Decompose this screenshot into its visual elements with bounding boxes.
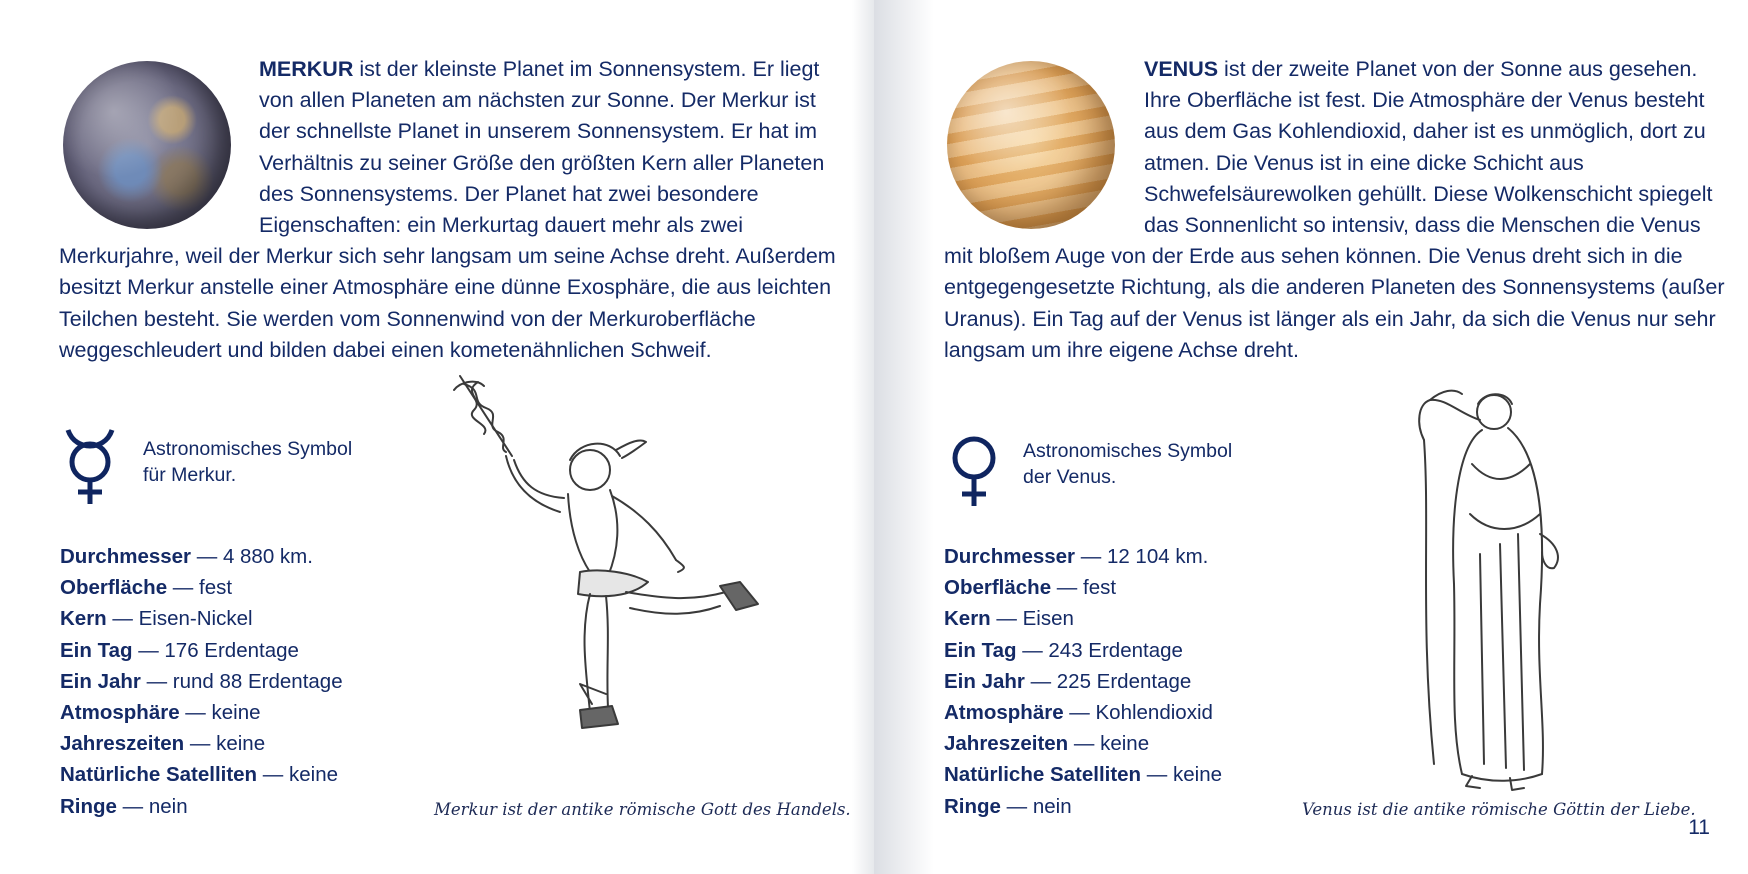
fact-item (944, 541, 1222, 572)
fact-value: — Eisen-Nickel (106, 607, 253, 631)
venus-symbol-caption (1023, 438, 1232, 490)
fact-key: Natürliche Satelliten (944, 763, 1142, 787)
venus-goddess-illustration (1390, 384, 1590, 794)
fact-value: — 176 Erdentage (132, 638, 299, 662)
fact-value: — fest (1051, 576, 1117, 600)
fact-item (60, 635, 343, 666)
fact-item (60, 697, 343, 728)
fact-item (944, 791, 1222, 822)
fact-value: — nein (1000, 794, 1072, 818)
fact-key: Ein Tag (60, 638, 133, 662)
mercury-lead-word: MERKUR (259, 57, 354, 81)
symbol-caption-line-2: der Venus. (1023, 466, 1117, 488)
page-gutter-shadow (874, 0, 934, 874)
fact-value: — keine (1068, 732, 1150, 756)
fact-item (944, 572, 1222, 603)
fact-key: Jahreszeiten (944, 732, 1069, 756)
venus-intro-paragraph (944, 54, 1734, 366)
symbol-caption-line-1: Astronomisches Symbol (1023, 440, 1233, 462)
mercury-facts-list (60, 541, 343, 822)
fact-key: Oberfläche (944, 576, 1052, 600)
fact-key: Natürliche Satelliten (60, 763, 258, 787)
fact-key: Ein Tag (944, 638, 1017, 662)
page-gutter-shadow (852, 0, 874, 874)
fact-value: — keine (257, 763, 338, 787)
mercury-intro-text: ist der kleinste Planet im Sonnensystem. Er liegt von allen Planeten am nächsten zur Sonne. Der Merkur ist der schnellste Planet in unserem Sonnensystem. Er hat im Verhältnis zu seiner Größe den größten Kern aller Planeten des Sonnensystems. Der Planet hat zwei besondere Eigenschaften: ein Merkurtag dauert mehr als zwei Merkurjahre, weil der Merkur sich sehr langsam um seine Achse dreht. Außerdem besitzt Merkur anstelle einer Atmosphäre eine dünne Exosphäre, die aus leichten Teilchen besteht. Sie werden vom Sonnenwind von der Merkuroberfläche weggeschleudert und bilden dabei einen kometenähnlichen Schweif. (59, 57, 836, 362)
fact-value: — nein (116, 794, 188, 818)
fact-item (944, 697, 1222, 728)
fact-value: — 12 104 km. (1075, 545, 1209, 568)
page-number: 11 (1688, 816, 1710, 839)
fact-value: — keine (1141, 763, 1222, 787)
fact-key: Jahreszeiten (60, 732, 185, 756)
planet-float-spacer (944, 54, 1144, 241)
fact-value: — fest (167, 576, 233, 600)
fact-key: Durchmesser (60, 545, 192, 568)
fact-item (60, 759, 343, 790)
fact-item (944, 666, 1222, 697)
right-page (874, 0, 1748, 874)
fact-key: Atmosphäre (60, 701, 180, 725)
fact-key: Durchmesser (944, 545, 1076, 568)
fact-value: — Kohlendioxid (1063, 701, 1213, 725)
symbol-caption-line-2: für Merkur. (143, 464, 237, 486)
fact-item (60, 572, 343, 603)
fact-value: — keine (179, 701, 261, 725)
mercury-figure-caption: Merkur ist der antike römische Gott des Handels. (434, 800, 851, 819)
fact-key: Ringe (944, 794, 1001, 818)
venus-facts-list (944, 541, 1222, 822)
venus-figure-caption: Venus ist die antike römische Göttin der Liebe. (1302, 800, 1696, 819)
fact-key: Atmosphäre (944, 701, 1064, 725)
fact-item (60, 541, 343, 572)
mercury-symbol-caption (143, 436, 352, 488)
fact-key: Ringe (60, 794, 117, 818)
mercury-symbol-icon (60, 426, 120, 506)
fact-value: — 243 Erdentage (1016, 638, 1183, 662)
venus-lead-word: VENUS (1144, 57, 1219, 81)
fact-key: Ein Jahr (60, 669, 141, 693)
fact-key: Kern (944, 607, 991, 631)
fact-item (944, 603, 1222, 634)
venus-intro-text: ist der zweite Planet von der Sonne aus gesehen. Ihre Oberfläche ist fest. Die Atmosphäre der Venus besteht aus dem Gas Kohlendioxid, daher ist es unmöglich, dort zu atmen. Die Venus ist in eine dicke Schicht aus Schwefelsäurewolken gehüllt. Diese Wolkenschicht spiegelt das Sonnenlicht so intensiv, dass die Menschen die Venus mit bloßem Auge von der Erde aus sehen können. Die Venus dreht sich in die entgegengesetzte Richtung, als die anderen Planeten des Sonnensystems (außer Uranus). Ein Tag auf der Venus ist länger als ein Jahr, da sich die Venus nur sehr langsam um ihre eigene Achse dreht. (944, 57, 1725, 362)
fact-item (944, 635, 1222, 666)
planet-float-spacer (59, 54, 259, 241)
fact-value: — keine (184, 732, 266, 756)
fact-item (60, 728, 343, 759)
fact-key: Kern (60, 607, 107, 631)
fact-key: Ein Jahr (944, 669, 1025, 693)
fact-item (60, 603, 343, 634)
fact-item (944, 759, 1222, 790)
fact-value: — 4 880 km. (191, 545, 313, 568)
fact-value: — Eisen (990, 607, 1074, 631)
fact-item (944, 728, 1222, 759)
fact-value: — rund 88 Erdentage (140, 669, 343, 693)
mercury-intro-paragraph (59, 54, 849, 366)
fact-item (60, 791, 343, 822)
fact-value: — 225 Erdentage (1024, 669, 1192, 693)
mercury-god-illustration (440, 372, 800, 792)
symbol-caption-line-1: Astronomisches Symbol (143, 438, 353, 460)
venus-symbol-icon (944, 434, 1004, 514)
fact-key: Oberfläche (60, 576, 168, 600)
fact-item (60, 666, 343, 697)
